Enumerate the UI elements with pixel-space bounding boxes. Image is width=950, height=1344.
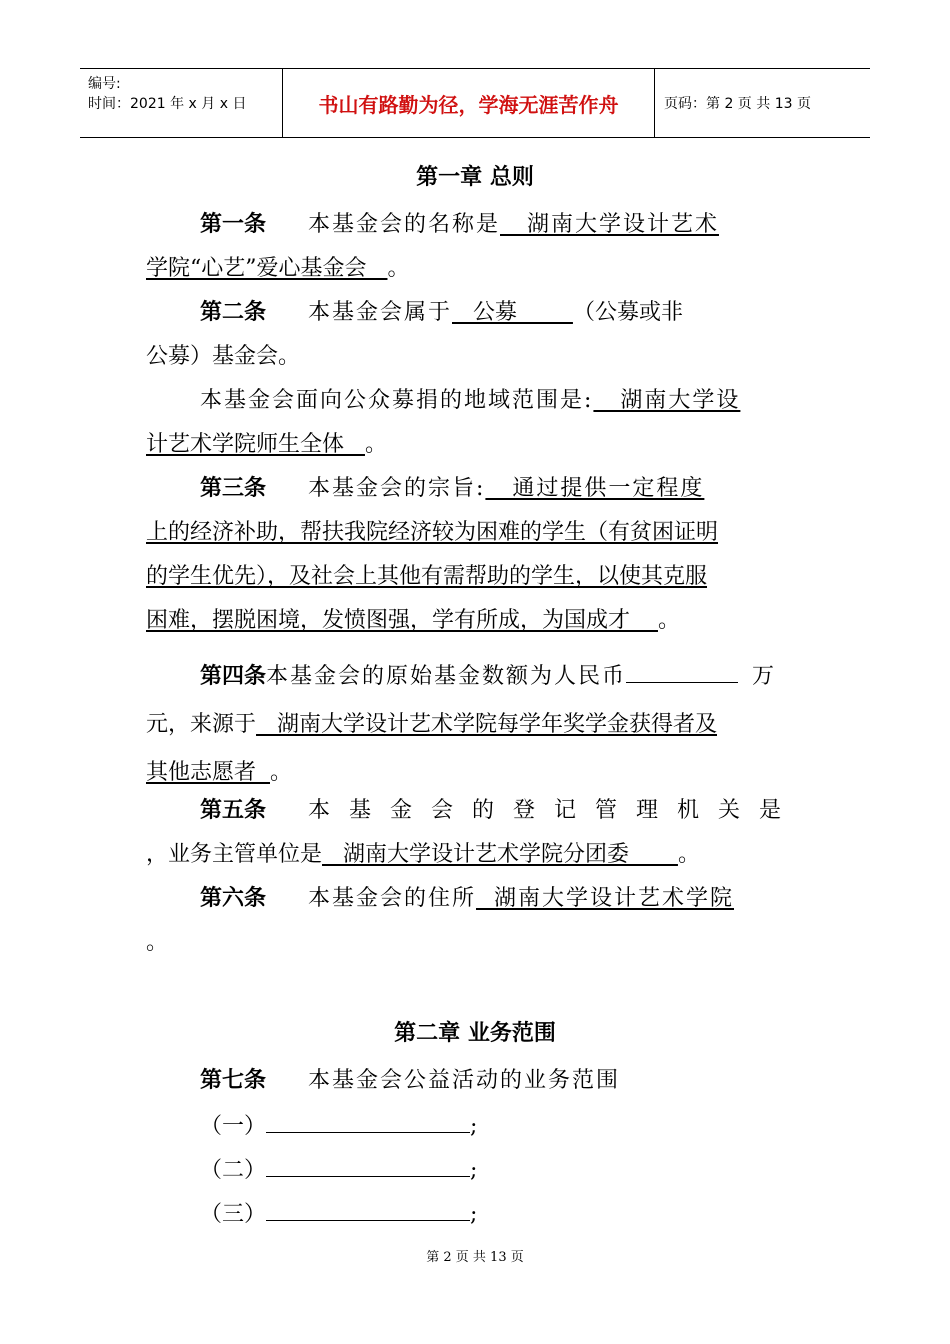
time-label: 时间：2021 年 x 月 x 日	[88, 96, 247, 112]
article-5	[200, 796, 800, 826]
scope-item-3	[200, 1198, 477, 1230]
article-4-label: 第四条	[200, 664, 267, 689]
article-1-end: 。	[387, 256, 410, 281]
article-2-p2-fill: 湖南大学设	[593, 388, 741, 413]
article-2-para-2-cont	[146, 430, 387, 460]
article-5-text: 本基金会的登记管理机关是	[307, 798, 800, 823]
scope-item-2-semicolon: ;	[470, 1158, 478, 1183]
scope-item-1-semicolon: ;	[470, 1114, 478, 1139]
article-2-p2-fill-2: 计艺术学院师生全体	[146, 432, 365, 457]
article-2-label: 第二条	[200, 300, 267, 325]
scope-item-3-label: （三）	[200, 1202, 267, 1227]
article-5-text-2: ，业务主管单位是	[146, 842, 323, 867]
article-3-fill: 通过提供一定程度	[485, 476, 705, 501]
article-3-line-4	[146, 606, 680, 636]
scope-item-3-semicolon: ;	[470, 1202, 478, 1227]
article-3-label: 第三条	[200, 476, 267, 501]
article-2-text-2: （公募或非	[572, 300, 683, 325]
article-3-fill-4: 困难，摆脱困境，发愤图强，学有所成，为国成才	[146, 608, 658, 633]
article-5-label: 第五条	[200, 798, 267, 823]
article-4	[200, 660, 774, 692]
article-4-end: 。	[270, 760, 293, 785]
article-5-end: 。	[677, 842, 700, 867]
scope-item-1-label: （一）	[200, 1114, 267, 1139]
article-1-text: 本基金会的名称是	[307, 212, 500, 237]
article-4-fill: 湖南大学设计艺术学院每学年奖学金获得者及	[256, 712, 717, 737]
article-2-p2-text: 本基金会面向公众募捐的地域范围是:	[200, 388, 594, 413]
code-label: 编号:	[88, 76, 121, 92]
article-4-cont	[146, 710, 717, 740]
article-2-para-2	[200, 386, 740, 416]
article-5-fill: 湖南大学设计艺术学院分团委	[322, 842, 678, 867]
scope-item-2-label: （二）	[200, 1158, 267, 1183]
header-meta-cell	[80, 69, 283, 137]
article-2-fill: 公募	[452, 300, 573, 325]
article-4-text-2: 元，来源于	[146, 712, 257, 737]
page-footer: 第 2 页 共 13 页	[426, 1250, 524, 1265]
article-1	[200, 210, 719, 240]
article-1-fill: 湖南大学设计艺术	[500, 212, 719, 237]
article-3-text: 本基金会的宗旨:	[307, 476, 486, 501]
article-2-cont: 公募）基金会。	[146, 344, 301, 369]
scope-item-1	[200, 1110, 477, 1142]
scope-item-2-blank	[266, 1154, 470, 1177]
header-motto: 书山有路勤为径，学海无涯苦作舟	[283, 69, 655, 137]
article-5-cont	[146, 840, 700, 870]
article-2	[200, 298, 683, 328]
scope-item-3-blank	[266, 1198, 470, 1221]
article-3	[200, 474, 704, 504]
article-3-line-3: 的学生优先），及社会上其他有需帮助的学生，以使其克服	[146, 564, 708, 589]
article-3-line-2: 上的经济补助，帮扶我院经济较为困难的学生（有贫困证明	[146, 520, 719, 545]
header-page-info: 页码：第 2 页 共 13 页	[664, 96, 811, 112]
article-6-label: 第六条	[200, 886, 267, 911]
article-7-label: 第七条	[200, 1068, 267, 1093]
article-6-fill: 湖南大学设计艺术学院	[476, 886, 734, 911]
article-3-end: 。	[657, 608, 680, 633]
article-1-label: 第一条	[200, 212, 267, 237]
page-header	[80, 68, 870, 138]
chapter-1-title: 第一章 总则	[416, 165, 534, 190]
article-2-text: 本基金会属于	[307, 300, 452, 325]
article-4-fill-2: 其他志愿者	[146, 760, 270, 785]
article-7	[200, 1066, 620, 1096]
article-7-text: 本基金会公益活动的业务范围	[307, 1068, 620, 1093]
article-6-end: 。	[146, 930, 169, 955]
article-6-text: 本基金会的住所	[307, 886, 476, 911]
article-6	[200, 884, 734, 914]
chapter-2-title: 第二章 业务范围	[394, 1021, 556, 1046]
article-4-text: 本基金会的原始基金数额为人民币	[266, 664, 627, 689]
scope-item-2	[200, 1154, 477, 1186]
article-2-p2-end: 。	[364, 432, 387, 457]
article-4-cont-2	[146, 758, 292, 788]
article-4-amount-blank	[626, 660, 738, 683]
article-4-unit: 万	[752, 664, 775, 689]
article-1-cont	[146, 254, 410, 284]
scope-item-1-blank	[266, 1110, 470, 1133]
article-1-fill-2: 学院“心艺”爱心基金会	[146, 256, 388, 281]
